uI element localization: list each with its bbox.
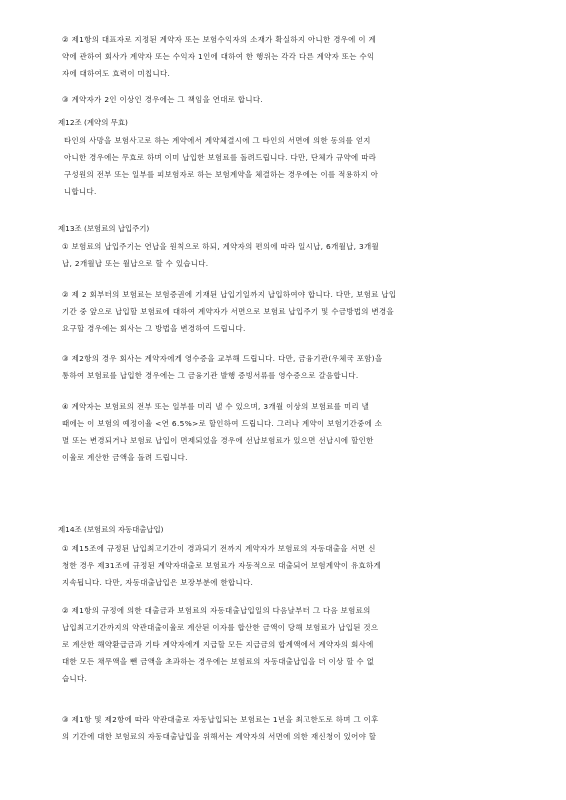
text-line: ④ 계약자는 보험료의 전부 또는 일부를 미리 낼 수 있으며, 3개월 이상의 보험료를 미리 낼: [62, 402, 370, 411]
art14-item1: [62, 540, 524, 591]
text-line: 대한 모든 채무액을 뺀 금액을 초과하는 경우에는 보험료의 자동대출납입을 더 이상 할 수 없: [62, 657, 375, 666]
text-line: 통하여 보험료를 납입한 경우에는 그 금융기관 발행 증빙서류를 영수증으로 갈음합니다.: [62, 371, 359, 380]
text-line: ① 제15조에 규정된 납입최고기간이 경과되기 전까지 계약자가 보험료의 자동대출을 서면 신: [62, 544, 376, 553]
text-line: 약에 관하여 회사가 계약자 또는 수익자 1인에 대하여 한 행위는 각각 다른 계약자 또는 수익: [62, 52, 375, 61]
text-line: 이율로 계산한 금액을 돌려 드립니다.: [62, 453, 188, 462]
art14-item3: [62, 711, 524, 745]
text-line: 납입최고기간까지의 약관대출이율로 계산된 이자를 합산한 금액이 당해 보험료가 납입된 것으: [62, 623, 379, 632]
text-line: 구성원의 전부 또는 일부를 피보험자로 하는 보험계약을 체결하는 경우에는 이를 적용하지 아: [64, 170, 379, 179]
art14-item2: [62, 602, 524, 687]
art11-item3: [62, 31, 524, 82]
text-line: 자에 대하여도 효력이 미칩니다.: [62, 69, 171, 78]
text-line: ③ 계약자가 2인 이상인 경우에는 그 책임을 연대로 합니다.: [62, 95, 264, 104]
art12-body: [64, 132, 526, 200]
text-line: ③ 제2항의 경우 회사는 계약자에게 영수증을 교부해 드립니다. 다만, 금융기관(우체국 포함)을: [62, 354, 383, 363]
text-line: ① 보험료의 납입주기는 연납을 원칙으로 하되, 계약자의 편의에 따라 일시납, 6개월납, 3개월: [62, 242, 379, 251]
text-line: 로 계산한 해약환급금과 기타 계약자에게 지급할 모든 지급금의 합계액에서 계약자의 회사에: [62, 640, 374, 649]
text-line: ② 제1항의 대표자로 지정된 계약자 또는 보험수익자의 소재가 확실하지 아니한 경우에 이 계: [62, 35, 377, 44]
text-line: 아니한 경우에는 무효로 하며 이미 납입한 보험료를 돌려드립니다. 다만, 단체가 규약에 따라: [64, 153, 377, 162]
art11-item4: [62, 91, 524, 108]
text-line: 의 기간에 대한 보험료의 자동대출납입을 위해서는 계약자의 서면에 의한 재신청이 있어야 할: [62, 732, 377, 741]
text-line: 습니다.: [62, 674, 88, 683]
art13-item1: [62, 238, 524, 272]
text-line: 기간 중 앞으로 납입할 보험료에 대하여 계약자가 서면으로 보험료 납입주기 및 수금방법의 변경을: [62, 307, 394, 316]
text-line: 지속됩니다. 다만, 자동대출납입은 보장부분에 한합니다.: [62, 578, 254, 587]
art13-item2: [62, 286, 524, 337]
art13-item3: [62, 350, 524, 384]
text-line: ② 제1항의 규정에 의한 대출금과 보험료의 자동대출납입일의 다음날부터 그 다음 보험료의: [62, 606, 371, 615]
text-line: 청한 경우 제31조에 규정된 계약자대출로 보험료가 자동적으로 대출되어 보험계약이 유효하게: [62, 561, 381, 570]
text-line: 납, 2개월납 또는 월납으로 할 수 있습니다.: [62, 259, 209, 268]
art13-heading: 제13조 (보험료의 납입주기): [58, 224, 150, 233]
art14-heading: 제14조 (보험료의 자동대출납입): [58, 525, 164, 534]
text-line: 타인의 사망을 보험사고로 하는 계약에서 계약체결시에 그 타인의 서면에 의한 동의를 얻지: [64, 136, 371, 145]
text-line: 요구할 경우에는 회사는 그 방법을 변경하여 드립니다.: [62, 324, 246, 333]
art12-heading: 제12조 (계약의 무효): [58, 118, 128, 127]
text-line: 때에는 이 보험의 예정이율 <연 6.5%>로 할인하여 드립니다. 그러나 계약이 보험기간중에 소: [62, 419, 383, 428]
text-line: ② 제 2 회부터의 보험료는 보험증권에 기재된 납입기일까지 납입하여야 합니다. 다만, 보험료 납입: [62, 290, 397, 299]
text-line: 니합니다.: [64, 187, 97, 196]
art13-item4: [62, 398, 524, 466]
text-line: 멸 또는 변경되거나 보험료 납입이 면제되었을 경우에 선납보험료가 있으면 선납시에 할인한: [62, 436, 374, 445]
text-line: ③ 제1항 및 제2항에 따라 약관대출로 자동납입되는 보험료는 1년을 최고한도로 하며 그 이후: [62, 715, 379, 724]
